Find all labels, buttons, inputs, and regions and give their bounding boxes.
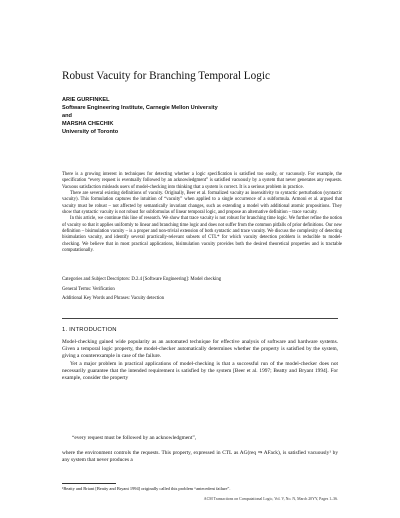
abstract-paragraph-2: There are several existing definitions of vacuity. Originally, Beer et al. formalized vacuity as insensitivity to syntactic perturbation (syntactic vacuity). This formulation captures the intuition of “vacuity” when applied to a single occurrence of a subformula. Armoni et al. argued that vacuity must be robust – not affected by semantically invariant changes, such as extending a model with additional atomic propositions. They show that syntactic vacuity is not robust for subformulas of linear temporal logic, and propose an alternative definition – trace vacuity.	[62, 191, 342, 216]
introduction-continued	[62, 450, 338, 464]
classification-block	[62, 275, 221, 304]
keywords-label: Additional Key Words and Phrases:	[62, 296, 130, 302]
author-affiliation-1: Software Engineering Institute, Carnegie Mellon University	[62, 105, 218, 111]
paper-title: Robust Vacuity for Branching Temporal Logic	[62, 70, 270, 82]
footnote-rule	[62, 483, 116, 484]
introduction-body	[62, 339, 338, 382]
categories-value: D.2.4 [Software Engineering]: Model checking	[131, 277, 222, 282]
quoted-property: “every request must be followed by an acknowledgment”,	[72, 435, 197, 441]
abstract-paragraph-1: There is a growing interest in techniques for detecting whether a logic specification is satisfied too easily, or vacuously. For example, the specification “every request is eventually followed by an acknowledgment” is satisfied vacuously by a system that never generates any requests. Vacuous satisfaction misleads users of model-checking into thinking that a system is correct. It is a serious problem in practice.	[62, 172, 342, 190]
author-affiliation-2: University of Toronto	[62, 129, 119, 135]
author-connector: and	[62, 113, 72, 119]
intro-paragraph-1: Model-checking gained wide popularity as an automated technique for effective analysis of software and hardware systems. Given a temporal logic property, the model-checker automatically determines whether the property is satisfied by the system, giving a counterexample in case of the failure.	[62, 339, 338, 360]
general-terms-label: General Terms:	[62, 286, 92, 292]
categories-line	[62, 275, 221, 285]
author-name-2: MARSHA CHECHIK	[62, 121, 114, 127]
running-footer: ACM Transactions on Computational Logic, Vol. V, No. N, March 20YY, Pages 1–36.	[203, 497, 338, 501]
intro-paragraph-3: where the environment controls the requests. This property, expressed in CTL as AG(req ⇒ AFack), is satisfied vacuously¹ by any system that never produces a	[62, 450, 338, 464]
abstract-paragraph-3: In this article, we continue this line of research. We show that trace vacuity is not robust for branching time logic. We further refine the notion of vacuity so that it applies uniformly to linear and branching time logic and does not suffer from the common pitfalls of prior definitions. Our new definition – bisimulation vacuity – is a proper and non-trivial extension of both syntactic and trace vacuity. We discuss the complexity of detecting bisimulation vacuity, and identify several practically-relevant subsets of CTL* for which vacuity detection problem is reducible to model-checking. We believe that in most practical applications, bisimulation vacuity provides both the desired theoretical properties and is tractable computationally.	[62, 216, 342, 254]
author-name-1: ARIE GURFINKEL	[62, 97, 110, 103]
intro-paragraph-2: Yet a major problem in practical applications of model-checking is that a successful run of the model-checker does not necessarily guarantee that the intended requirement is satisfied by the system [Beer et al. 1997; Beatty and Bryant 1994]. For example, consider the property	[62, 360, 338, 382]
general-terms-line	[62, 285, 221, 295]
keywords-line	[62, 294, 221, 304]
categories-label: Categories and Subject Descriptors:	[62, 277, 131, 282]
footnote: ¹Beatty and Briant [Beatty and Bryant 1994] originally called this problem “antecedent failure”.	[62, 486, 231, 491]
section-heading: 1. INTRODUCTION	[62, 327, 117, 333]
section-divider	[62, 318, 338, 319]
abstract	[62, 172, 342, 254]
general-terms-value: Verification	[92, 286, 115, 292]
keywords-value: Vacuity detection	[130, 296, 165, 302]
